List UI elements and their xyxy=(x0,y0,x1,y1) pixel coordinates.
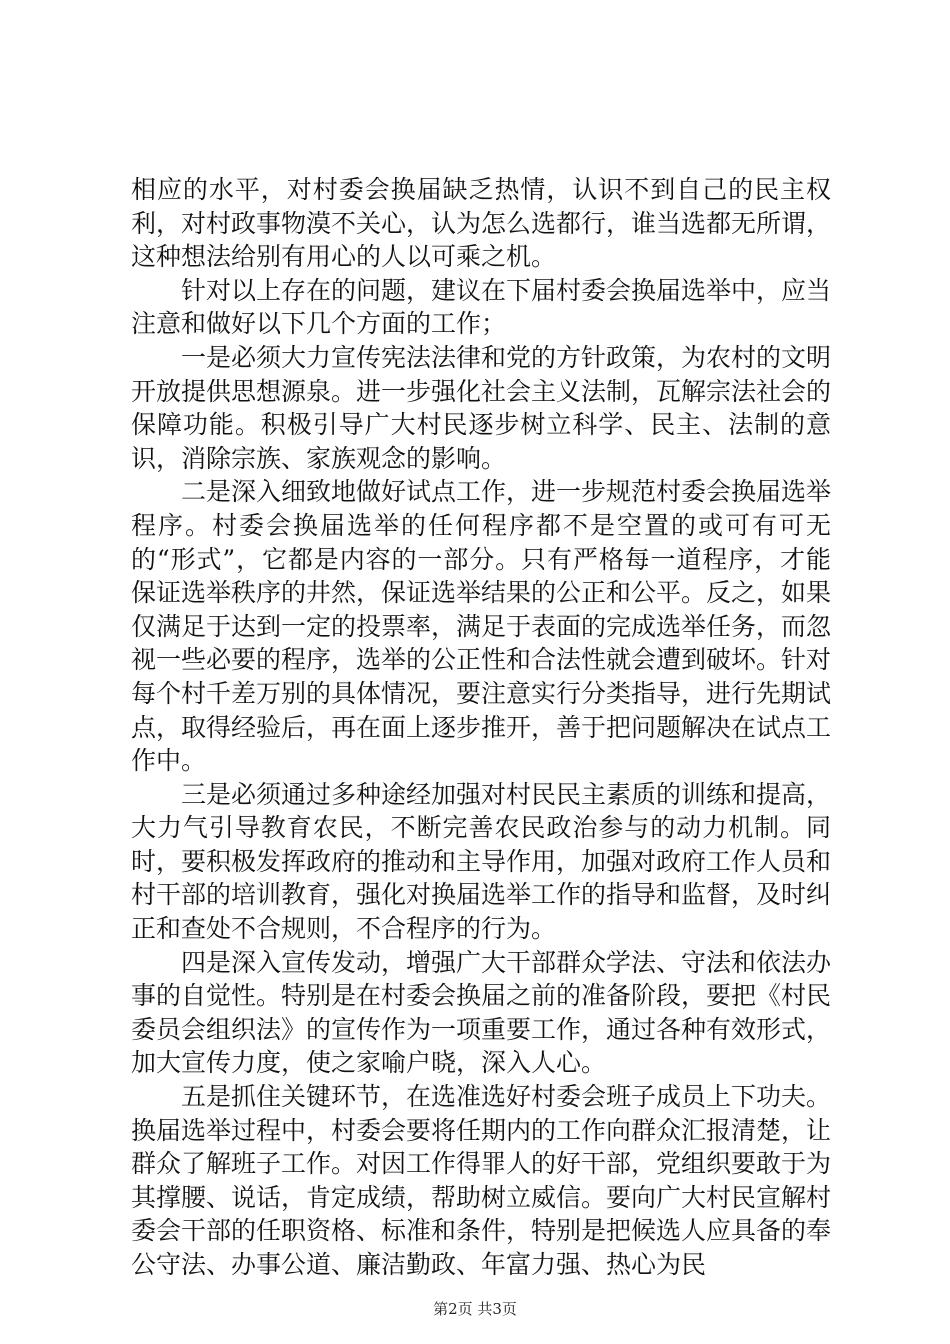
paragraph-suggestions-intro: 针对以上存在的问题，建议在下届村委会换届选举中，应当注意和做好以下几个方面的工作； xyxy=(131,275,832,339)
paragraph-point-four: 四是深入宣传发动，增强广大干部群众学法、守法和依法办事的自觉性。特别是在村委会换届之前的准备阶段，要把《村民委员会组织法》的宣传作为一项重要工作，通过各种有效形式，加大宣传力度，使之家喻户晓，深入人心。 xyxy=(131,947,832,1078)
paragraph-point-one: 一是必须大力宣传宪法法律和党的方针政策，为农村的文明开放提供思想源泉。进一步强化社会主义法制，瓦解宗法社会的保障功能。积极引导广大村民逐步树立科学、民主、法制的意识，消除宗族、家族观念的影响。 xyxy=(131,342,832,473)
page-number-footer: 第2页 共3页 xyxy=(433,1300,517,1318)
paragraph-continuation: 相应的水平，对村委会换届缺乏热情，认识不到自己的民主权利，对村政事物漠不关心，认为怎么选都行，谁当选都无所谓，这种想法给别有用心的人以可乘之机。 xyxy=(131,175,832,272)
paragraph-point-two: 二是深入细致地做好试点工作，进一步规范村委会换届选举程序。村委会换届选举的任何程序都不是空置的或可有可无的“形式”，它都是内容的一部分。只有严格每一道程序，才能保证选举秩序的井然，保证选举结果的公正和公平。反之，如果仅满足于达到一定的投票率，满足于表面的完成选举任务，而忽视一些必要的程序，选举的公正性和合法性就会遭到破坏。针对每个村千差万别的具体情况，要注意实行分类指导，进行先期试点，取得经验后，再在面上逐步推开，善于把问题解决在试点工作中。 xyxy=(131,477,832,776)
document-body xyxy=(131,173,831,1282)
paragraph-point-five: 五是抓住关键环节，在选准选好村委会班子成员上下功夫。换届选举过程中，村委会要将任期内的工作向群众汇报清楚，让群众了解班子工作。对因工作得罪人的好干部，党组织要敢于为其撑腰、说话，肯定成绩，帮助树立威信。要向广大村民宣解村委会干部的任职资格、标准和条件，特别是把候选人应具备的奉公守法、办事公道、廉洁勤政、年富力强、热心为民 xyxy=(131,1082,832,1279)
paragraph-point-three: 三是必须通过多种途经加强对村民民主素质的训练和提高，大力气引导教育农民，不断完善农民政治参与的动力机制。同时，要积极发挥政府的推动和主导作用，加强对政府工作人员和村干部的培训教育，强化对换届选举工作的指导和监督，及时纠正和查处不合规则，不合程序的行为。 xyxy=(131,779,832,944)
